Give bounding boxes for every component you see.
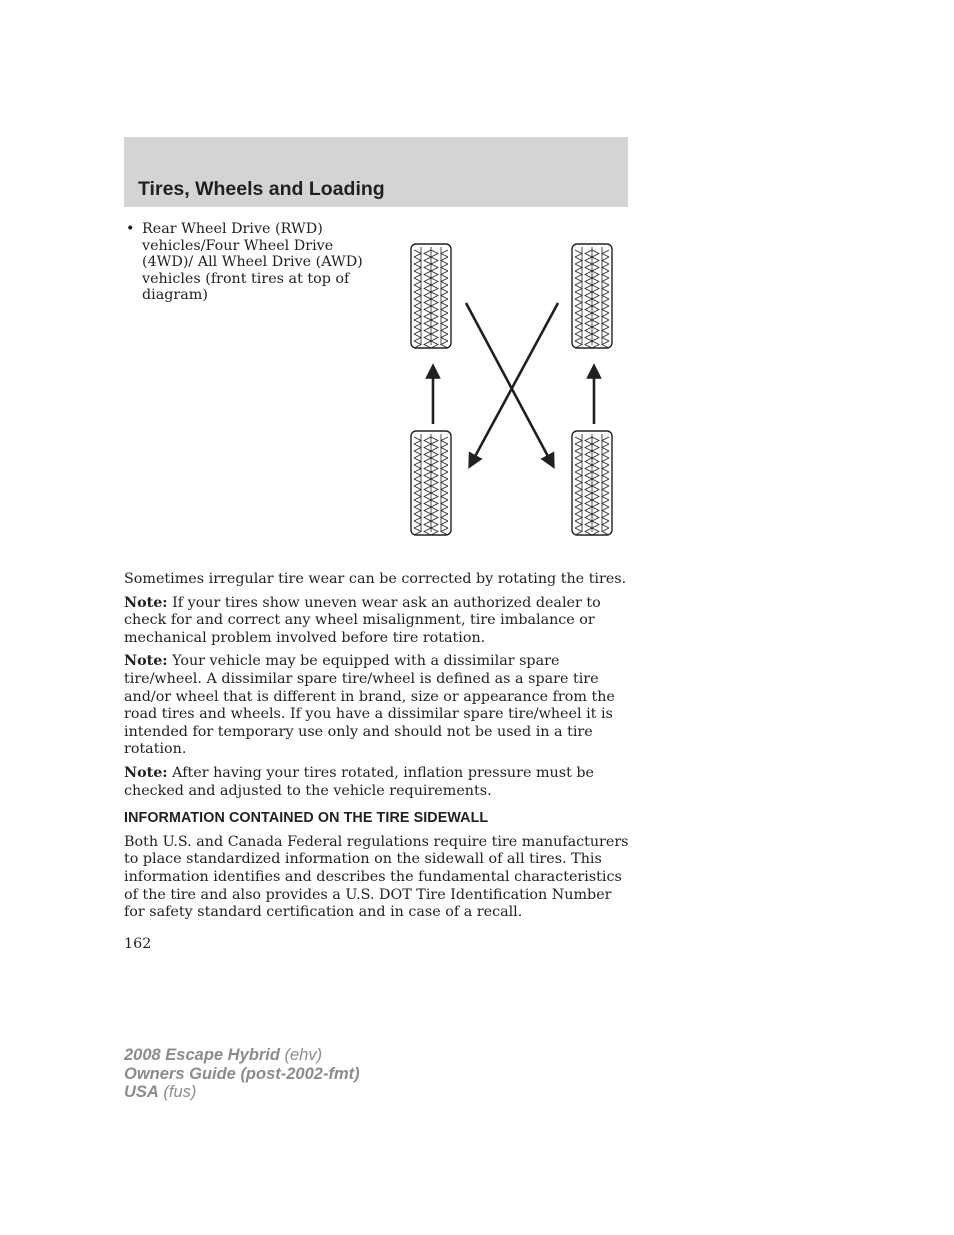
note-label: Note:: [124, 653, 168, 670]
tire-front-right: [572, 244, 612, 348]
footer-line-2: [124, 1065, 360, 1084]
body-text: [124, 571, 630, 953]
note-label: Note:: [124, 764, 168, 781]
bullet-text: Rear Wheel Drive (RWD) vehicles/Four Wheel Drive (4WD)/ All Wheel Drive (AWD) vehicles (front tires at top of diagram): [142, 221, 363, 303]
note-3-text: After having your tires rotated, inflation pressure must be checked and adjusted to the vehicle requirements.: [124, 764, 594, 799]
note-label: Note:: [124, 594, 168, 611]
arrow-front-right-to-rear-left: [472, 303, 558, 462]
note-2-text: Your vehicle may be equipped with a dissimilar spare tire/wheel. A dissimilar spare tire/wheel is defined as a spare tire and/or wheel that is different in brand, size or appearance from the road tires and wheels. If you have a dissimilar spare tire/wheel it is intended for temporary use only and should not be used in a tire rotation.: [124, 653, 615, 758]
note-3: [124, 765, 630, 800]
section-heading: INFORMATION CONTAINED ON THE TIRE SIDEWALL: [124, 810, 489, 827]
footer-market: USA: [124, 1083, 159, 1101]
footer-model: 2008 Escape Hybrid: [124, 1046, 280, 1064]
footer-market-code: (fus): [158, 1083, 197, 1101]
page-title: Tires, Wheels and Loading: [138, 178, 385, 200]
tire-front-left: [411, 244, 451, 348]
tire-rotation-diagram: [400, 236, 625, 542]
footer-model-code: (ehv): [279, 1046, 323, 1064]
tire-rear-left: [411, 431, 451, 535]
footer-line-3: [124, 1083, 360, 1102]
note-1-text: If your tires show uneven wear ask an authorized dealer to check for and correct any wheel misalignment, tire imbalance or mechanical problem involved before tire rotation.: [124, 594, 601, 646]
paragraph-sidewall: Both U.S. and Canada Federal regulations require tire manufacturers to place standardized information on the sidewall of all tires. This information identifies and describes the fundamental characteristics of the tire and also provides a U.S. DOT Tire Identification Number for safety standard certification and in case of a recall.: [124, 833, 629, 921]
bullet-marker: •: [126, 221, 135, 237]
footer-line-1: [124, 1046, 360, 1065]
arrow-front-left-to-rear-right: [466, 303, 551, 462]
tire-rear-right: [572, 431, 612, 535]
footer-guide: Owners Guide (post-2002-fmt): [124, 1064, 360, 1083]
note-2: [124, 653, 630, 759]
footer: [124, 1046, 360, 1102]
bullet-item: [124, 221, 374, 304]
page-number: 162: [124, 935, 152, 952]
note-1: [124, 595, 630, 648]
header-band: [124, 137, 628, 207]
paragraph-rotation: Sometimes irregular tire wear can be corrected by rotating the tires.: [124, 571, 627, 587]
